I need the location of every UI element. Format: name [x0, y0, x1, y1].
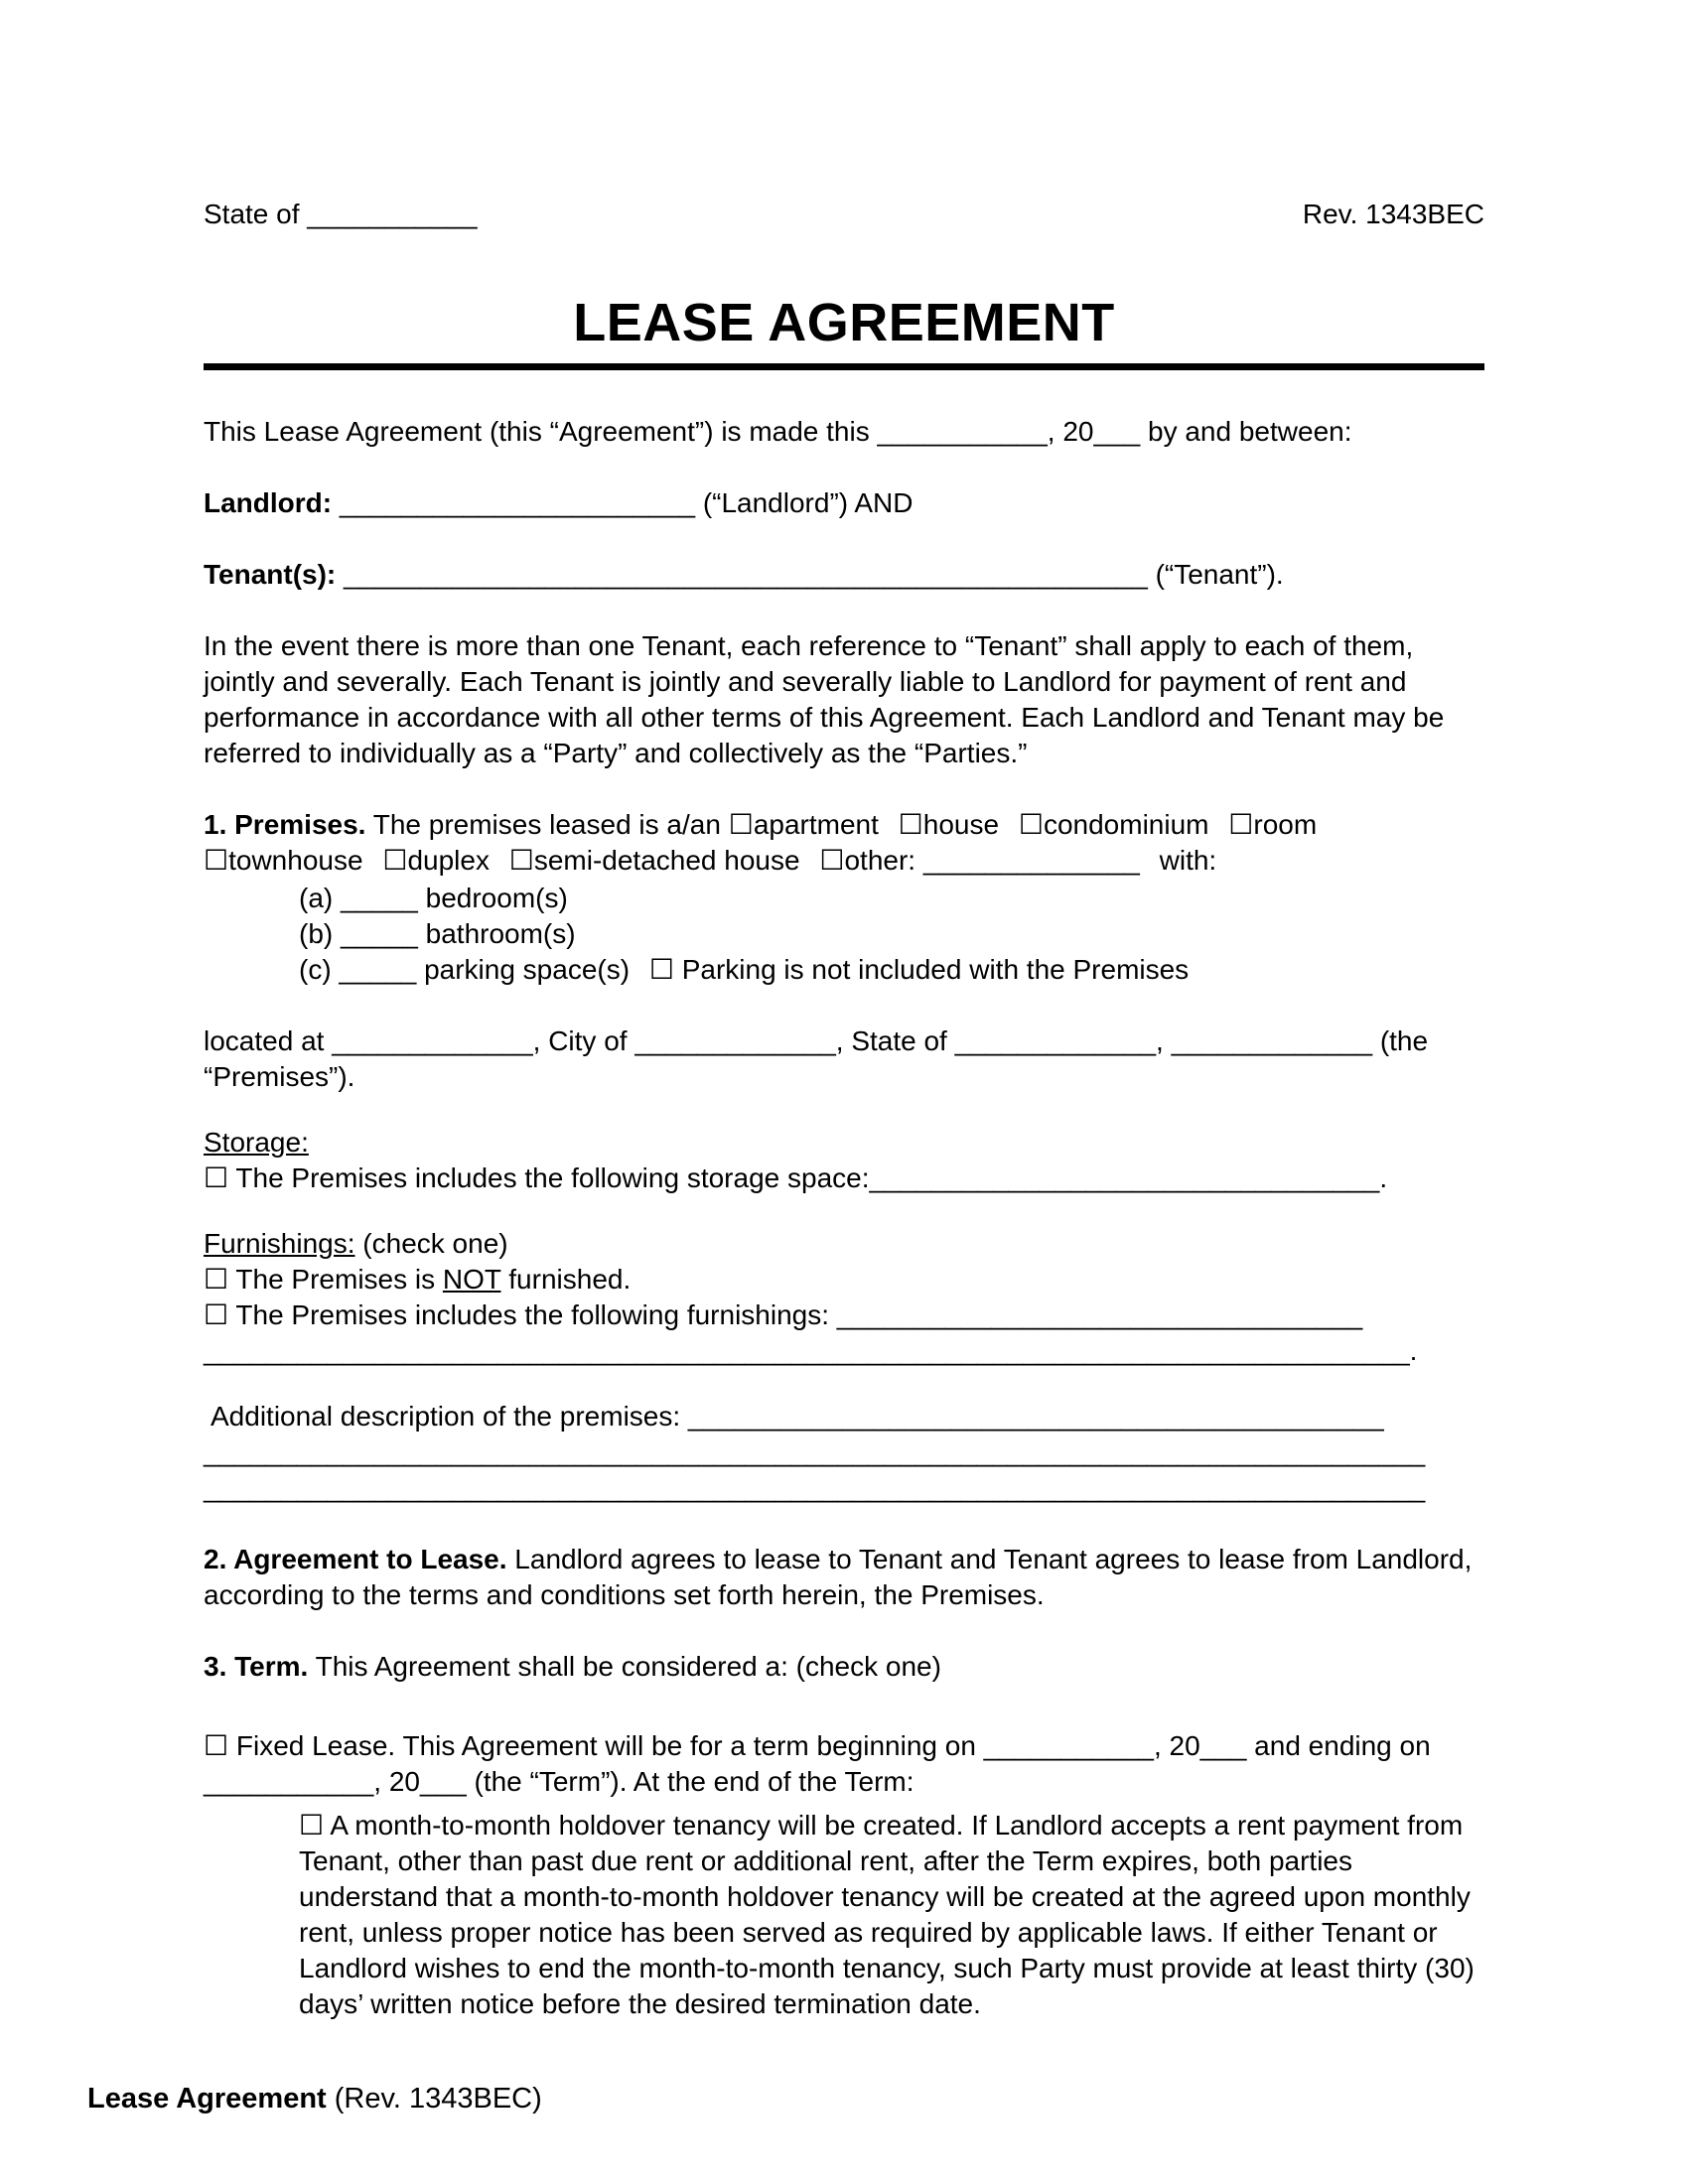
storage-heading: Storage:	[204, 1127, 309, 1158]
option-house-label: house	[922, 809, 1000, 840]
furnishings-continuation-line: ______________________________________________________________________________.	[204, 1335, 1418, 1366]
premises-with-text: with:	[1159, 845, 1217, 876]
premises-option-apartment[interactable]	[729, 809, 879, 840]
option-duplex-label: duplex	[407, 845, 490, 876]
footer-revision-label: (Rev. 1343BEC)	[334, 2083, 542, 2115]
option-semi-detached-label: semi-detached house	[533, 845, 800, 876]
checkbox-house-icon[interactable]: ☐	[898, 808, 923, 841]
revision-label: Rev. 1343BEC	[1302, 199, 1484, 229]
premises-heading: 1. Premises.	[204, 809, 366, 840]
furnishings-blank-field: The Premises includes the following furnishings: __________________________________	[235, 1299, 1363, 1330]
document-header	[204, 197, 1484, 232]
term-section	[204, 1649, 1484, 1685]
checkbox-semi-detached-icon[interactable]: ☐	[508, 844, 534, 877]
furnishings-heading-line	[204, 1226, 1484, 1262]
parking-not-included-label: Parking is not included with the Premises	[681, 954, 1190, 985]
additional-description-block	[204, 1399, 1484, 1506]
tenant-label: Tenant(s):	[204, 559, 337, 590]
term-text: This Agreement shall be considered a: (check one)	[315, 1651, 941, 1682]
bathrooms-line: (b) _____ bathroom(s)	[299, 918, 576, 949]
landlord-line	[204, 485, 1484, 521]
fixed-lease-line	[204, 1728, 1484, 1800]
not-furnished-text-pre: The Premises is	[235, 1264, 443, 1295]
premises-section-intro	[204, 807, 1484, 879]
premises-option-house[interactable]	[899, 809, 999, 840]
landlord-label: Landlord:	[204, 487, 333, 518]
page-footer	[87, 2081, 542, 2116]
option-apartment-label: apartment	[753, 809, 879, 840]
premises-items-list	[204, 881, 1484, 988]
parties-clause: In the event there is more than one Tenant, each reference to “Tenant” shall apply to each of them, jointly and severally. Each Tenant is jointly and severally liable to Landlord for payment of rent and performance in accordance with all other terms of this Agreement. Each Landlord and Tenant may be referred to individually as a “Party” and collectively as the “Parties.”	[204, 630, 1445, 768]
tenant-blank-field: ____________________________________________________ (“Tenant”).	[344, 559, 1284, 590]
option-other-label: other: ______________	[844, 845, 1140, 876]
checkbox-duplex-icon[interactable]: ☐	[382, 844, 408, 877]
checkbox-holdover-icon[interactable]: ☐	[299, 1809, 325, 1842]
holdover-clause	[204, 1808, 1484, 2022]
premises-option-other[interactable]	[819, 845, 1140, 876]
option-room-label: room	[1253, 809, 1318, 840]
agreement-to-lease-section	[204, 1542, 1484, 1613]
premises-option-duplex[interactable]	[382, 845, 490, 876]
agreement-to-lease-heading: 2. Agreement to Lease.	[204, 1544, 507, 1574]
furnished-includes-line	[204, 1297, 1484, 1333]
document-title: LEASE AGREEMENT	[573, 293, 1115, 352]
option-townhouse-label: townhouse	[228, 845, 363, 876]
storage-line	[204, 1160, 1484, 1196]
checkbox-room-icon[interactable]: ☐	[1228, 808, 1254, 841]
footer-document-title: Lease Agreement	[87, 2083, 327, 2115]
tenant-line	[204, 557, 1484, 593]
parking-line	[299, 952, 1484, 988]
checkbox-other-icon[interactable]: ☐	[819, 844, 845, 877]
located-at-line: located at _____________, City of _____________, State of _____________, _____________ (the “Premises”).	[204, 1025, 1429, 1092]
checkbox-apartment-icon[interactable]: ☐	[728, 808, 754, 841]
premises-option-condominium[interactable]	[1019, 809, 1209, 840]
term-heading: 3. Term.	[204, 1651, 309, 1682]
title-underline-rule	[204, 294, 1484, 370]
checkbox-furnished-icon[interactable]: ☐	[204, 1298, 229, 1331]
premises-option-room[interactable]	[1228, 809, 1317, 840]
bedrooms-line: (a) _____ bedroom(s)	[299, 883, 568, 913]
fixed-lease-text: Fixed Lease. This Agreement will be for a term beginning on ___________, 20___ and ending on ___________, 20___ (the “Term”). At the end of the Term:	[204, 1730, 1431, 1797]
not-furnished-not-word: NOT	[442, 1264, 501, 1295]
checkbox-condominium-icon[interactable]: ☐	[1018, 808, 1044, 841]
parking-blank-field: (c) _____ parking space(s)	[299, 954, 631, 985]
premises-option-townhouse[interactable]	[204, 845, 363, 876]
additional-description-blank-line-1: _______________________________________________________________________________	[204, 1436, 1426, 1467]
checkbox-not-furnished-icon[interactable]: ☐	[204, 1263, 229, 1296]
holdover-text: A month-to-month holdover tenancy will be created. If Landlord accepts a rent payment from Tenant, other than past due rent or additional rent, after the Term expires, both parties understand that a month-to-month holdover tenancy will be created at the agreed upon monthly rent, unless proper notice has been served as required by applicable laws. If either Tenant or Landlord wishes to end the month-to-month tenancy, such Party must provide at least thirty (30) days’ written notice before the desired termination date.	[299, 1810, 1475, 2019]
intro-paragraph: This Lease Agreement (this “Agreement”) is made this ___________, 20___ by and between:	[204, 416, 1352, 447]
agreement-to-lease-text: Landlord agrees to lease to Tenant and Tenant agrees to lease from Landlord, according to the terms and conditions set forth herein, the Premises.	[204, 1544, 1473, 1610]
premises-lead-text: The premises leased is a/an	[372, 809, 721, 840]
landlord-blank-field: _______________________ (“Landlord”) AND	[339, 487, 914, 518]
furnishings-block	[204, 1226, 1484, 1369]
checkbox-fixed-lease-icon[interactable]: ☐	[204, 1729, 229, 1762]
storage-block	[204, 1125, 1484, 1196]
additional-description-blank-line-2: _______________________________________________________________________________	[204, 1472, 1426, 1503]
checkbox-townhouse-icon[interactable]: ☐	[204, 844, 229, 877]
state-of-field: State of ___________	[204, 199, 478, 229]
furnishings-heading: Furnishings:	[204, 1228, 355, 1259]
furnishings-check-one-label: (check one)	[362, 1228, 508, 1259]
checkbox-storage-icon[interactable]: ☐	[204, 1161, 229, 1194]
premises-option-semi-detached[interactable]	[509, 845, 800, 876]
storage-text: The Premises includes the following storage space:_________________________________.	[235, 1162, 1388, 1193]
additional-description-line: Additional description of the premises: _____________________________________________	[211, 1401, 1384, 1432]
option-condominium-label: condominium	[1043, 809, 1209, 840]
not-furnished-line	[204, 1262, 1484, 1297]
not-furnished-text-post: furnished.	[500, 1264, 632, 1295]
checkbox-parking-not-included-icon[interactable]: ☐	[648, 953, 674, 986]
